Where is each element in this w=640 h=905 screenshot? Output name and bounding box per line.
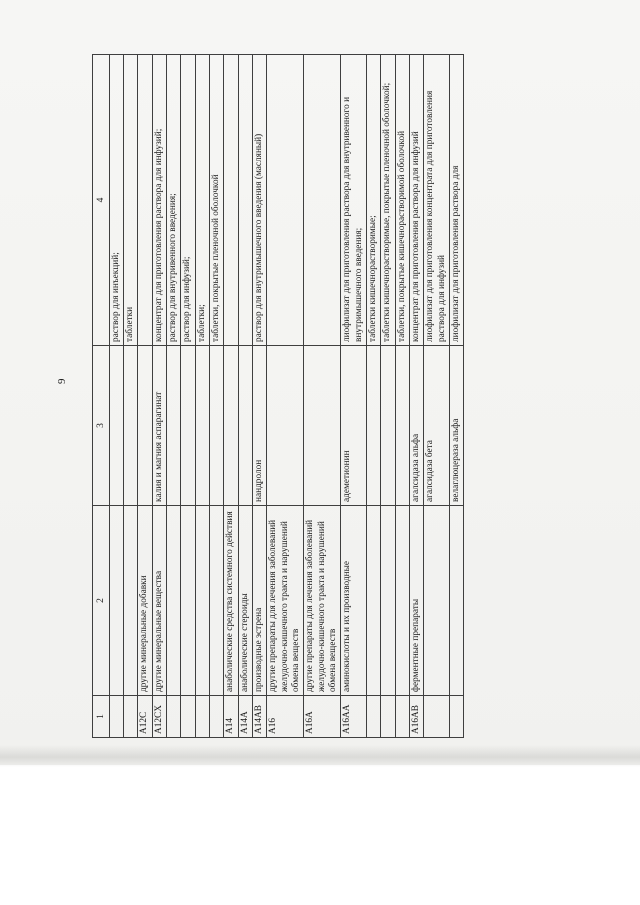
atc-code-cell	[210, 696, 224, 738]
drug-name-cell: велаглюцераза альфа	[449, 346, 463, 506]
table-row	[424, 55, 450, 738]
group-name-cell: анаболические средства системного действия	[224, 506, 238, 696]
atc-code-cell: A16AA	[341, 696, 367, 738]
table-row	[181, 55, 195, 738]
atc-code-cell: A14	[224, 696, 238, 738]
group-name-cell: ферментные препараты	[409, 506, 423, 696]
drug-name-cell	[224, 346, 238, 506]
drug-name-cell: агалсидаза альфа	[409, 346, 423, 506]
group-name-cell: аминокислоты и их производные	[341, 506, 367, 696]
dosage-form-cell: лиофилизат для приготовления раствора для внутривенного и внутримышечного введения;	[341, 55, 367, 346]
group-name-cell: другие препараты для лечения заболеваний желудочно-кишечного тракта и нарушений обмена веществ	[304, 506, 341, 696]
drug-name-cell	[138, 346, 152, 506]
column-header: 4	[93, 55, 110, 346]
drug-name-cell	[395, 346, 409, 506]
dosage-form-cell: концентрат для приготовления раствора для инфузий;	[152, 55, 166, 346]
drug-name-cell	[238, 346, 252, 506]
drug-name-cell: адеметионин	[341, 346, 367, 506]
drug-name-cell	[381, 346, 395, 506]
table-row	[366, 55, 380, 738]
atc-code-cell	[366, 696, 380, 738]
dosage-form-cell: раствор для внутримышечного введения (масляный)	[252, 55, 266, 346]
dosage-form-cell: таблетки, покрытые пленочной оболочкой	[210, 55, 224, 346]
dosage-form-cell: концентрат для приготовления раствора для инфузий	[409, 55, 423, 346]
atc-code-cell: A16AB	[409, 696, 423, 738]
atc-code-cell	[109, 696, 123, 738]
column-header: 3	[93, 346, 110, 506]
drug-name-cell	[109, 346, 123, 506]
drug-name-cell	[366, 346, 380, 506]
group-name-cell	[449, 506, 463, 696]
dosage-form-cell: таблетки кишечнорастворимые, покрытые пленочной оболочкой;	[381, 55, 395, 346]
atc-code-cell: A16	[267, 696, 304, 738]
table-row	[341, 55, 367, 738]
table-header-row	[93, 55, 110, 738]
atc-code-cell: A12CX	[152, 696, 166, 738]
drug-table	[92, 54, 464, 738]
dosage-form-cell	[304, 55, 341, 346]
group-name-cell	[381, 506, 395, 696]
atc-code-cell: A14A	[238, 696, 252, 738]
group-name-cell	[124, 506, 138, 696]
group-name-cell	[181, 506, 195, 696]
atc-code-cell	[195, 696, 209, 738]
table-row	[252, 55, 266, 738]
atc-code-cell	[167, 696, 181, 738]
table-row	[152, 55, 166, 738]
drug-name-cell	[195, 346, 209, 506]
table-row	[409, 55, 423, 738]
atc-code-cell: A12C	[138, 696, 152, 738]
table-row	[449, 55, 463, 738]
column-header: 1	[93, 696, 110, 738]
table-row	[304, 55, 341, 738]
column-header: 2	[93, 506, 110, 696]
group-name-cell: анаболические стероиды	[238, 506, 252, 696]
atc-code-cell: A14AB	[252, 696, 266, 738]
drug-name-cell: калия и магния аспарагинат	[152, 346, 166, 506]
group-name-cell	[195, 506, 209, 696]
atc-code-cell: A16A	[304, 696, 341, 738]
table-row	[167, 55, 181, 738]
table-row	[267, 55, 304, 738]
group-name-cell	[366, 506, 380, 696]
group-name-cell: другие препараты для лечения заболеваний желудочно-кишечного тракта и нарушений обмена веществ	[267, 506, 304, 696]
dosage-form-cell: лиофилизат для приготовления концентрата для приготовления раствора для инфузий	[424, 55, 450, 346]
table-row	[395, 55, 409, 738]
group-name-cell	[109, 506, 123, 696]
dosage-form-cell	[267, 55, 304, 346]
group-name-cell: другие минеральные добавки	[138, 506, 152, 696]
dosage-form-cell: таблетки;	[195, 55, 209, 346]
table-row	[238, 55, 252, 738]
dosage-form-cell	[238, 55, 252, 346]
table-row	[210, 55, 224, 738]
atc-code-cell	[124, 696, 138, 738]
dosage-form-cell: таблетки, покрытые кишечнорастворимой оболочкой	[395, 55, 409, 346]
group-name-cell	[395, 506, 409, 696]
table-row	[124, 55, 138, 738]
table-row	[195, 55, 209, 738]
scan-edge-shadow	[0, 745, 640, 767]
group-name-cell	[167, 506, 181, 696]
group-name-cell: производные эстрена	[252, 506, 266, 696]
drug-name-cell	[167, 346, 181, 506]
table-row	[109, 55, 123, 738]
group-name-cell: другие минеральные вещества	[152, 506, 166, 696]
atc-code-cell	[449, 696, 463, 738]
dosage-form-cell: таблетки кишечнорастворимые;	[366, 55, 380, 346]
table-row	[138, 55, 152, 738]
rotated-table-container	[92, 55, 608, 738]
drug-name-cell	[267, 346, 304, 506]
drug-name-cell	[181, 346, 195, 506]
group-name-cell	[210, 506, 224, 696]
atc-code-cell	[181, 696, 195, 738]
drug-name-cell	[210, 346, 224, 506]
atc-code-cell	[395, 696, 409, 738]
table-row	[224, 55, 238, 738]
drug-name-cell: агалсидаза бета	[424, 346, 450, 506]
drug-name-cell	[304, 346, 341, 506]
table-row	[381, 55, 395, 738]
dosage-form-cell: раствор для инфузий;	[181, 55, 195, 346]
table-body	[109, 55, 464, 738]
dosage-form-cell: лиофилизат для приготовления раствора для	[449, 55, 463, 346]
drug-name-cell	[124, 346, 138, 506]
group-name-cell	[424, 506, 450, 696]
dosage-form-cell	[138, 55, 152, 346]
drug-name-cell: нандролон	[252, 346, 266, 506]
dosage-form-cell: раствор для внутривенного введения;	[167, 55, 181, 346]
dosage-form-cell	[224, 55, 238, 346]
atc-code-cell	[424, 696, 450, 738]
dosage-form-cell: раствор для инъекций;	[109, 55, 123, 346]
page-number: 9	[56, 378, 68, 384]
atc-code-cell	[381, 696, 395, 738]
dosage-form-cell: таблетки	[124, 55, 138, 346]
